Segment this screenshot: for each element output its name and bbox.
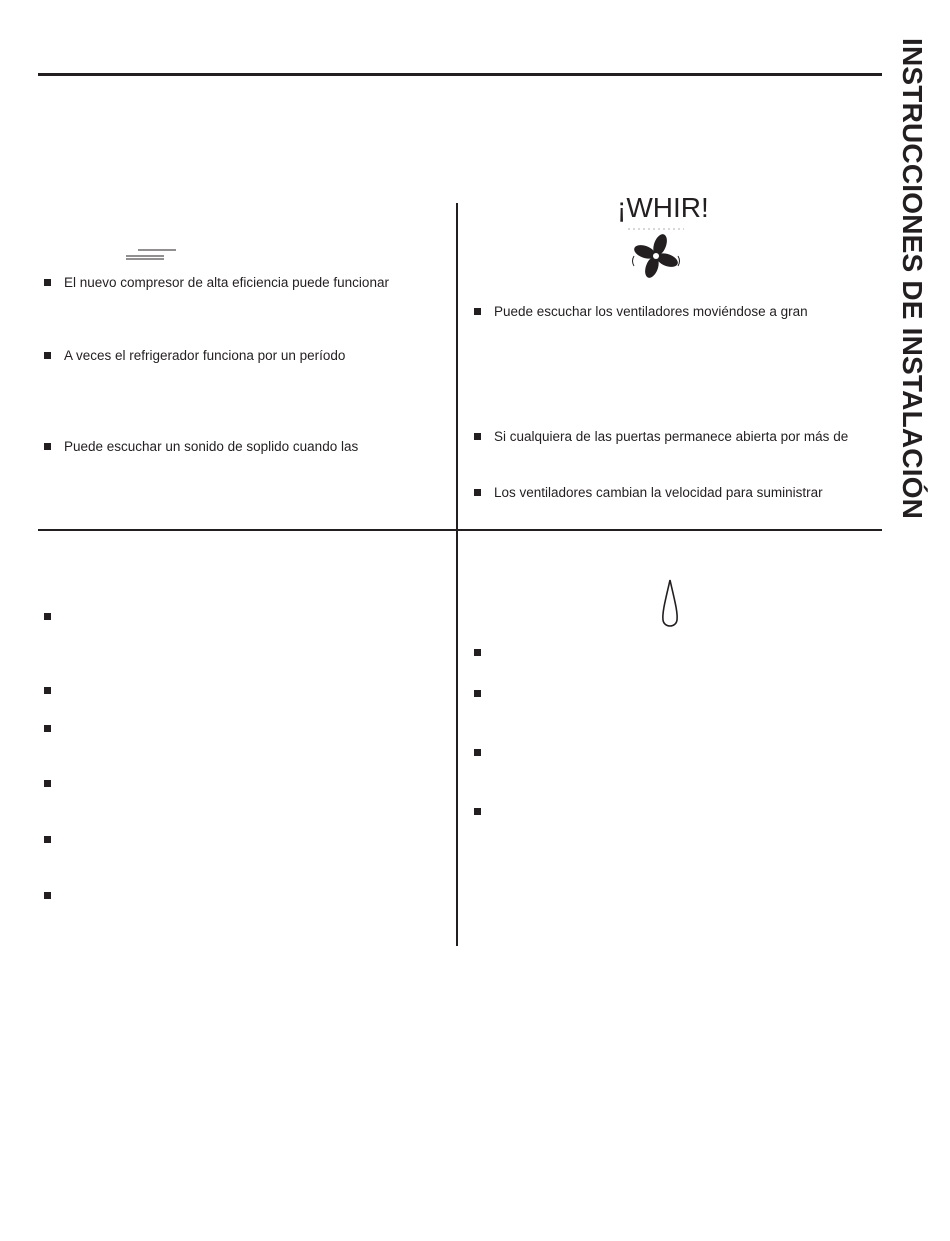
top-rule: [38, 73, 882, 76]
list-item: [44, 347, 345, 365]
bullet-square: [474, 308, 481, 315]
bullet-square: [44, 836, 51, 843]
bullet-text: Puede escuchar los ventiladores moviéndose a gran: [494, 304, 808, 319]
hum-lines-icon: [124, 248, 180, 262]
bullet-square: [44, 279, 51, 286]
bullet-square: [474, 433, 481, 440]
left-section-divider: [38, 529, 456, 531]
bullet-square: [44, 687, 51, 694]
bullet-square: [44, 443, 51, 450]
bullet-text: A veces el refrigerador funciona por un período: [64, 348, 346, 363]
side-title: INSTRUCCIONES DE INSTALACIÓN: [897, 38, 928, 520]
bullet-square: [474, 808, 481, 815]
fan-icon: [624, 226, 688, 282]
list-item: [474, 750, 494, 757]
bullet-square: [474, 649, 481, 656]
bullet-text: Puede escuchar un sonido de soplido cuando las: [64, 439, 359, 454]
list-item: [44, 274, 389, 292]
bullet-text: El nuevo compresor de alta eficiencia puede funcionar: [64, 275, 389, 290]
list-item: [474, 484, 823, 502]
bullet-square: [44, 613, 51, 620]
list-item: [44, 837, 64, 844]
list-item: [474, 809, 494, 816]
list-item: [44, 614, 64, 621]
list-item: [474, 428, 848, 446]
list-item: [474, 303, 808, 321]
bullet-square: [44, 892, 51, 899]
list-item: [44, 781, 64, 788]
list-item: [44, 688, 64, 695]
right-section-divider: [458, 529, 882, 531]
bullet-square: [44, 780, 51, 787]
list-item: [474, 691, 494, 698]
list-item: [44, 726, 64, 733]
bullet-square: [44, 725, 51, 732]
list-item: [474, 650, 494, 657]
center-divider: [456, 203, 458, 946]
bullet-square: [474, 749, 481, 756]
bullet-square: [44, 352, 51, 359]
list-item: [44, 893, 64, 900]
bullet-square: [474, 690, 481, 697]
list-item: [44, 438, 358, 456]
whir-sound-label: ¡WHIR!: [617, 192, 709, 223]
bullet-text: Si cualquiera de las puertas permanece abierta por más de: [494, 429, 849, 444]
bullet-text: Los ventiladores cambian la velocidad para suministrar: [494, 485, 823, 500]
bullet-square: [474, 489, 481, 496]
water-drop-icon: [660, 578, 680, 632]
